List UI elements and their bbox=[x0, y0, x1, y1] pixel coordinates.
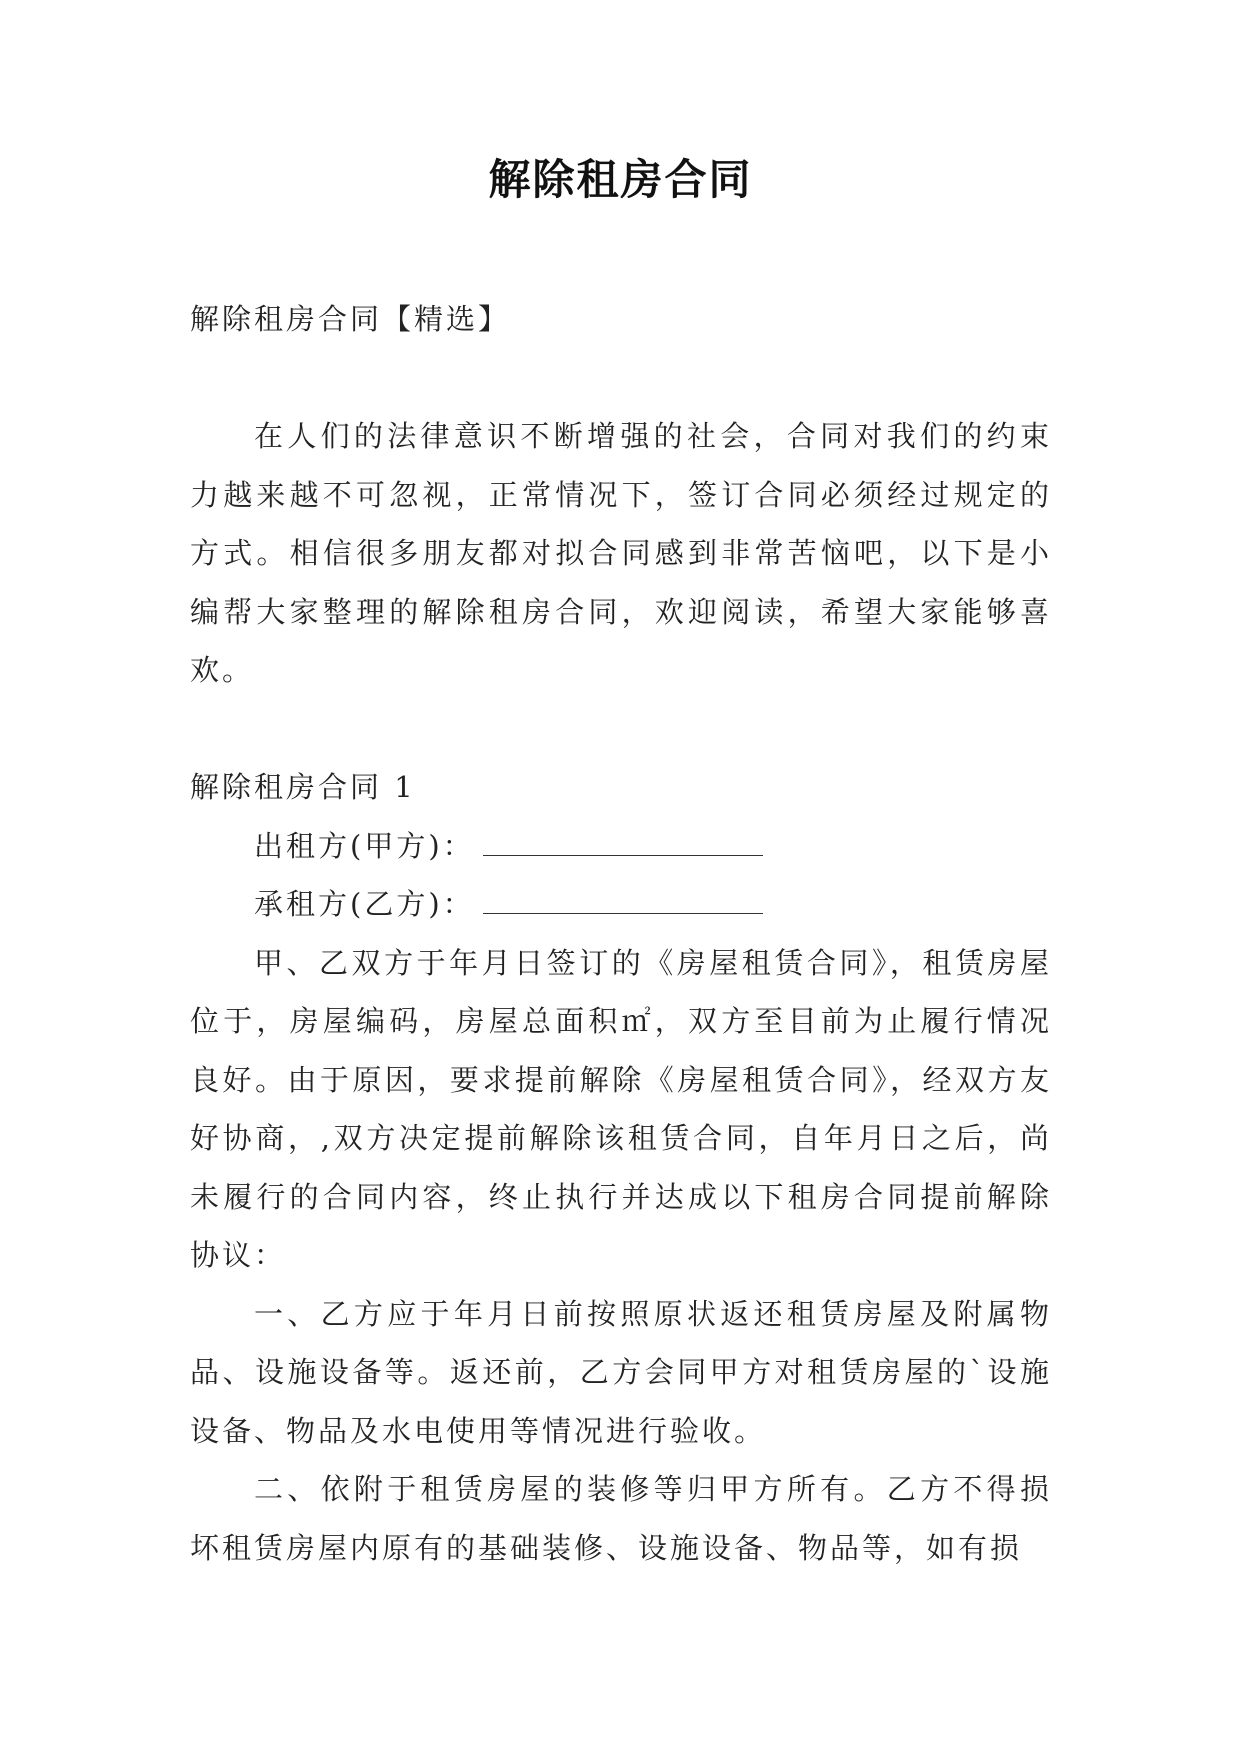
section-heading: 解除租房合同 1 bbox=[190, 770, 416, 804]
spacer bbox=[190, 700, 1052, 759]
document-body bbox=[190, 290, 1052, 1577]
lessee-label: 承租方(乙方)： bbox=[254, 887, 475, 921]
lessor-blank-field bbox=[483, 825, 763, 856]
clause-2-paragraph: 二、依附于租赁房屋的装修等归甲方所有。乙方不得损坏租赁房屋内原有的基础装修、设施设备、物品等，如有损 bbox=[190, 1472, 1052, 1565]
lessor-label: 出租方(甲方)： bbox=[254, 828, 475, 863]
document-title: 解除租房合同 bbox=[488, 155, 753, 204]
intro-paragraph: 在人们的法律意识不断增强的社会，合同对我们的约束力越来越不可忽视，正常情况下，签订合同必须经过规定的方式。相信很多朋友都对拟合同感到非常苦恼吧，以下是小编帮大家整理的解除租房合同，欢迎阅读，希望大家能够喜欢。 bbox=[190, 419, 1052, 687]
clause-1-paragraph: 一、乙方应于年月日前按照原状返还租赁房屋及附属物品、设施设备等。返还前，乙方会同甲方对租赁房屋的`设施设备、物品及水电使用等情况进行验收。 bbox=[190, 1296, 1052, 1448]
lessor-line bbox=[190, 817, 1052, 876]
lessee-line bbox=[190, 875, 1052, 934]
main-clause-paragraph: 甲、乙双方于年月日签订的《房屋租赁合同》，租赁房屋位于，房屋编码，房屋总面积㎡，双方至目前为止履行情况良好。由于原因，要求提前解除《房屋租赁合同》，经双方友好协商，,双方决定提前解除该租赁合同，自年月日之后，尚未履行的合同内容，终止执行并达成以下租房合同提前解除协议： bbox=[190, 945, 1052, 1272]
spacer bbox=[190, 349, 1052, 408]
document-subtitle: 解除租房合同【精选】 bbox=[190, 302, 511, 336]
lessee-blank-field bbox=[483, 883, 763, 914]
